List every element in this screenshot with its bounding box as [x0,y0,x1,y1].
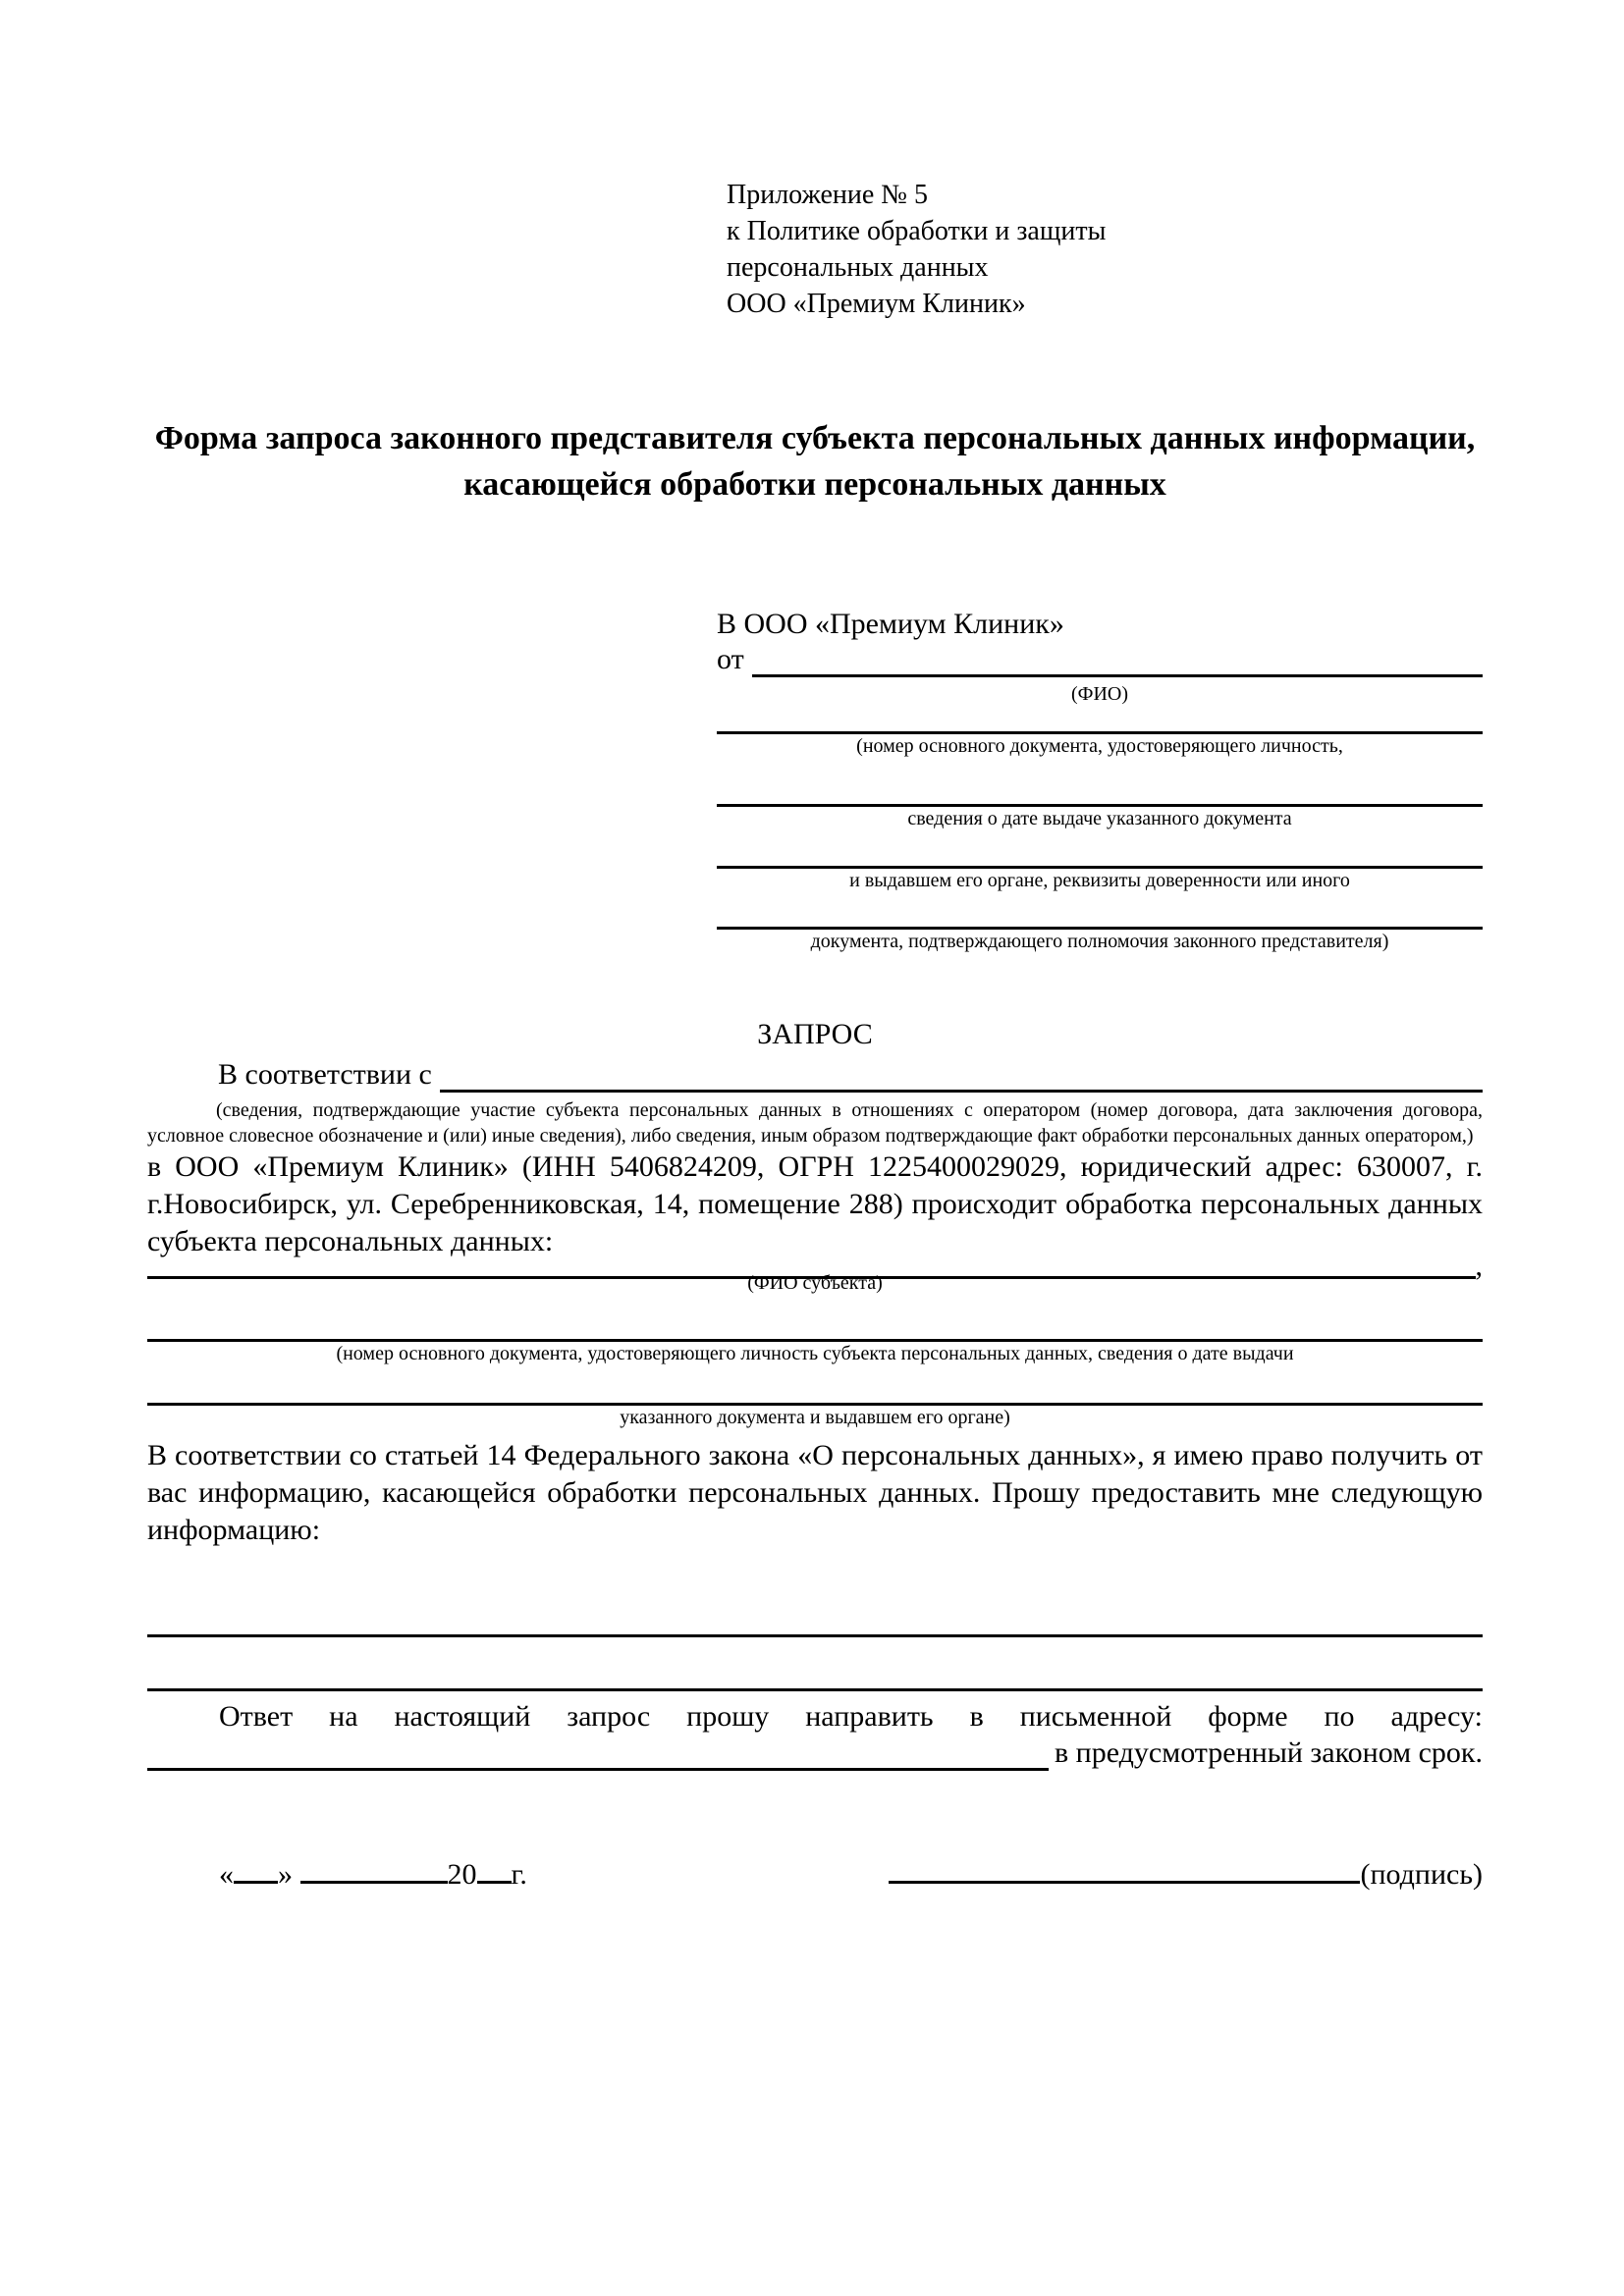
year-prefix: 20 [447,1858,477,1891]
document-title: Форма запроса законного представителя субъекта персональных данных информации, касающейся обработки персональных данных [154,420,1476,503]
requested-info-blank-line-1 [147,1590,1483,1637]
year-suffix: г. [511,1858,527,1891]
subject-document-blank-line-2 [147,1365,1483,1406]
relation-details-blank-line [440,1058,1483,1093]
date-quote-close: » [278,1858,293,1891]
addressee-from-row [717,643,1483,682]
subject-document-caption-line2: указанного документа и выдавшем его органе) [620,1407,1010,1428]
addressee-block [717,606,1483,953]
signature-field [889,1856,1483,1894]
date-quote-open: « [219,1858,234,1891]
reply-address-blank-line [147,1736,1049,1771]
subject-name-row [147,1250,1483,1282]
from-label: от [717,643,744,675]
authority-document-caption: документа, подтверждающего полномочия законного представителя) [810,931,1389,952]
subject-comma: , [1475,1250,1483,1282]
document-number-caption: (номер основного документа, удостоверяющего личность, [856,735,1343,757]
appendix-line-3: персональных данных [727,252,989,283]
paragraph-indent [147,1058,218,1097]
operator-paragraph: в ООО «Премиум Клиник» (ИНН 5406824209, ОГРН 1225400029029, юридический адрес: 630007, г. г.Новосибирск, ул. Серебренниковская, 14, помещение 288) происходит обработка персональных данных субъекта персональных данных: [147,1150,1483,1257]
month-blank-line [300,1881,448,1884]
document-number-blank-line [717,706,1483,734]
year-blank-line [477,1881,512,1884]
appendix-line-4: ООО «Премиум Клиник» [727,289,1026,319]
subject-fio-caption: (ФИО субъекта) [747,1272,883,1294]
law-paragraph: В соответствии со статьей 14 Федерального закона «О персональных данных», я имею право получить от вас информацию, касающейся обработки персональных данных. Прошу предоставить мне следующую информацию: [147,1439,1483,1546]
appendix-line-2: к Политике обработки и защиты [727,216,1107,246]
subject-document-caption-line1: (номер основного документа, удостоверяющего личность субъекта персональных данных, сведения о дате выдачи [336,1343,1294,1364]
intro-row [147,1058,1483,1097]
requested-info-blank-line-2 [147,1637,1483,1691]
authority-document-blank-line [717,892,1483,930]
fio-caption: (ФИО) [1070,683,1128,705]
signature-blank-line [889,1881,1360,1884]
issuing-authority-caption: и выдавшем его органе, реквизиты доверенности или иного [849,870,1350,891]
date-field [219,1856,527,1894]
reply-address-row [147,1736,1483,1776]
issue-date-blank-line [717,758,1483,807]
intro-prefix: В соответствии с [218,1058,432,1091]
footer-row [147,1856,1483,1894]
reply-sentence: Ответ на настоящий запрос прошу направить в письменной форме по адресу: [219,1700,1483,1733]
issue-date-caption: сведения о дате выдаче указанного документа [907,808,1292,829]
representative-name-blank-line [752,643,1483,677]
request-heading: ЗАПРОС [757,1018,873,1050]
intro-note: (сведения, подтверждающие участие субъекта персональных данных в отношениях с оператором (номер договора, дата заключения договора, условное словесное обозначение и (или) иные сведения), либо сведения, иным образом подтверждающие факт обработки персональных данных оператором,) [147,1099,1483,1147]
reply-sentence-suffix: в предусмотренный законом срок. [1055,1736,1483,1769]
appendix-block [727,177,1483,322]
signature-caption: (подпись) [1360,1858,1483,1891]
subject-document-blank-line [147,1295,1483,1342]
appendix-line-1: Приложение № 5 [727,180,928,210]
issuing-authority-blank-line [717,830,1483,869]
day-blank-line [234,1881,278,1884]
addressee-organization: В ООО «Премиум Клиник» [717,608,1064,640]
